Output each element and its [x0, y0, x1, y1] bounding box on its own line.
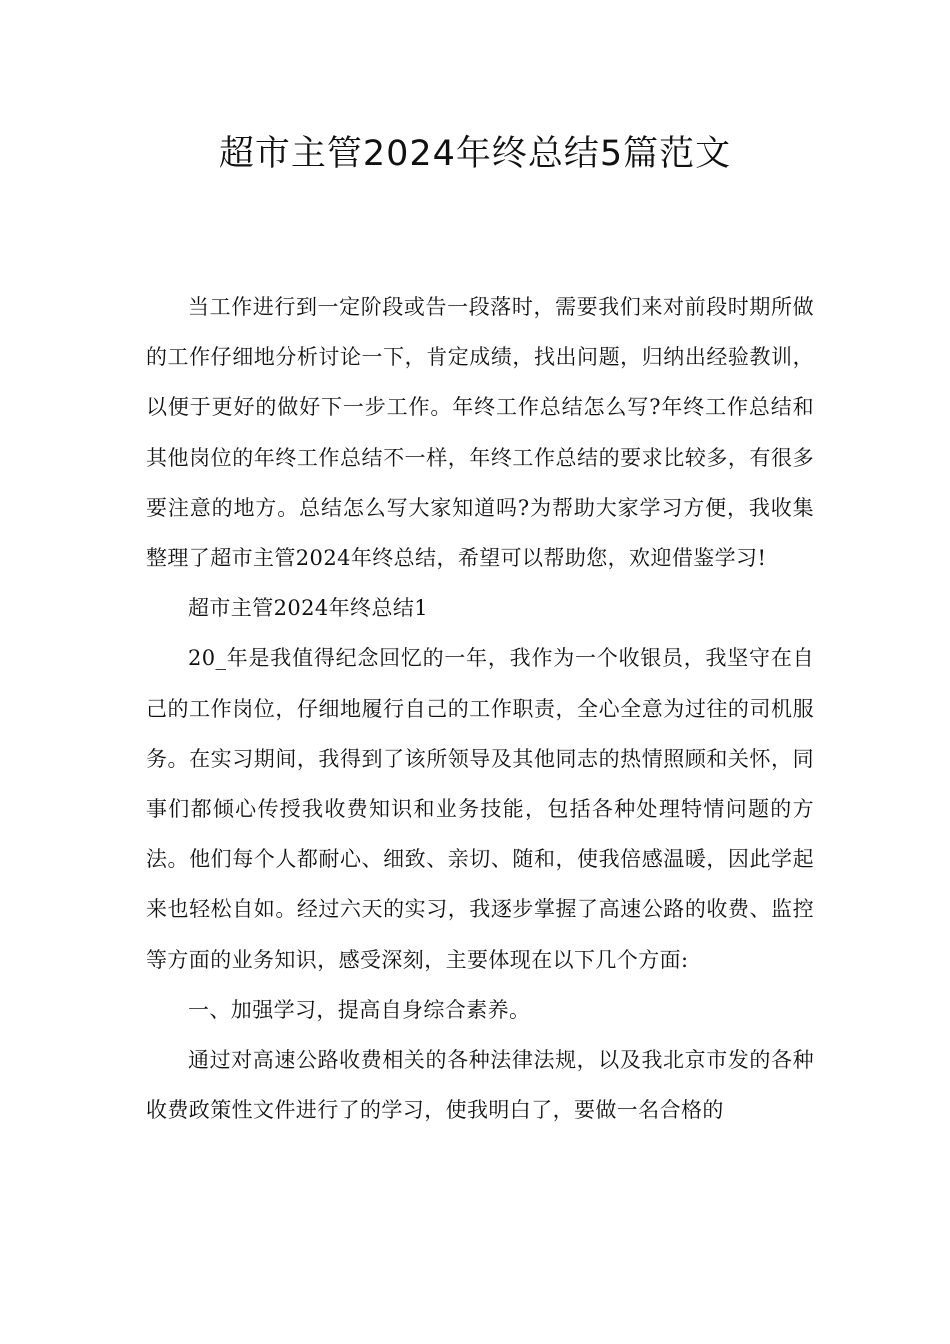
document-title: 超市主管2024年终总结5篇范文	[218, 134, 732, 174]
subsection-heading: 一、加强学习，提高自身综合素养。	[188, 997, 531, 1022]
intro-paragraph: 当工作进行到一定阶段或告一段落时，需要我们来对前段时期所做的工作仔细地分析讨论一下，肯定成绩，找出问题，归纳出经验教训，以便于更好的做好下一步工作。年终工作总结怎么写?年终工作总结和其他岗位的年终工作总结不一样，年终工作总结的要求比较多，有很多要注意的地方。总结怎么写大家知道吗?为帮助大家学习方便，我收集整理了超市主管2024年终总结，希望可以帮助您，欢迎借鉴学习!	[146, 295, 814, 571]
section-heading: 超市主管2024年终总结1	[188, 596, 429, 621]
document-body	[146, 282, 814, 1135]
body-paragraph: 通过对高速公路收费相关的各种法律法规，以及我北京市发的各种收费政策性文件进行了的学习，使我明白了，要做一名合格的	[146, 1048, 814, 1123]
body-paragraph: 20_年是我值得纪念回忆的一年，我作为一个收银员，我坚守在自己的工作岗位，仔细地履行自己的工作职责，全心全意为过往的司机服务。在实习期间，我得到了该所领导及其他同志的热情照顾和关怀，同事们都倾心传授我收费知识和业务技能，包括各种处理特情问题的方法。他们每个人都耐心、细致、亲切、随和，使我倍感温暖，因此学起来也轻松自如。经过六天的实习，我逐步掌握了高速公路的收费、监控等方面的业务知识，感受深刻，主要体现在以下几个方面:	[146, 646, 814, 972]
